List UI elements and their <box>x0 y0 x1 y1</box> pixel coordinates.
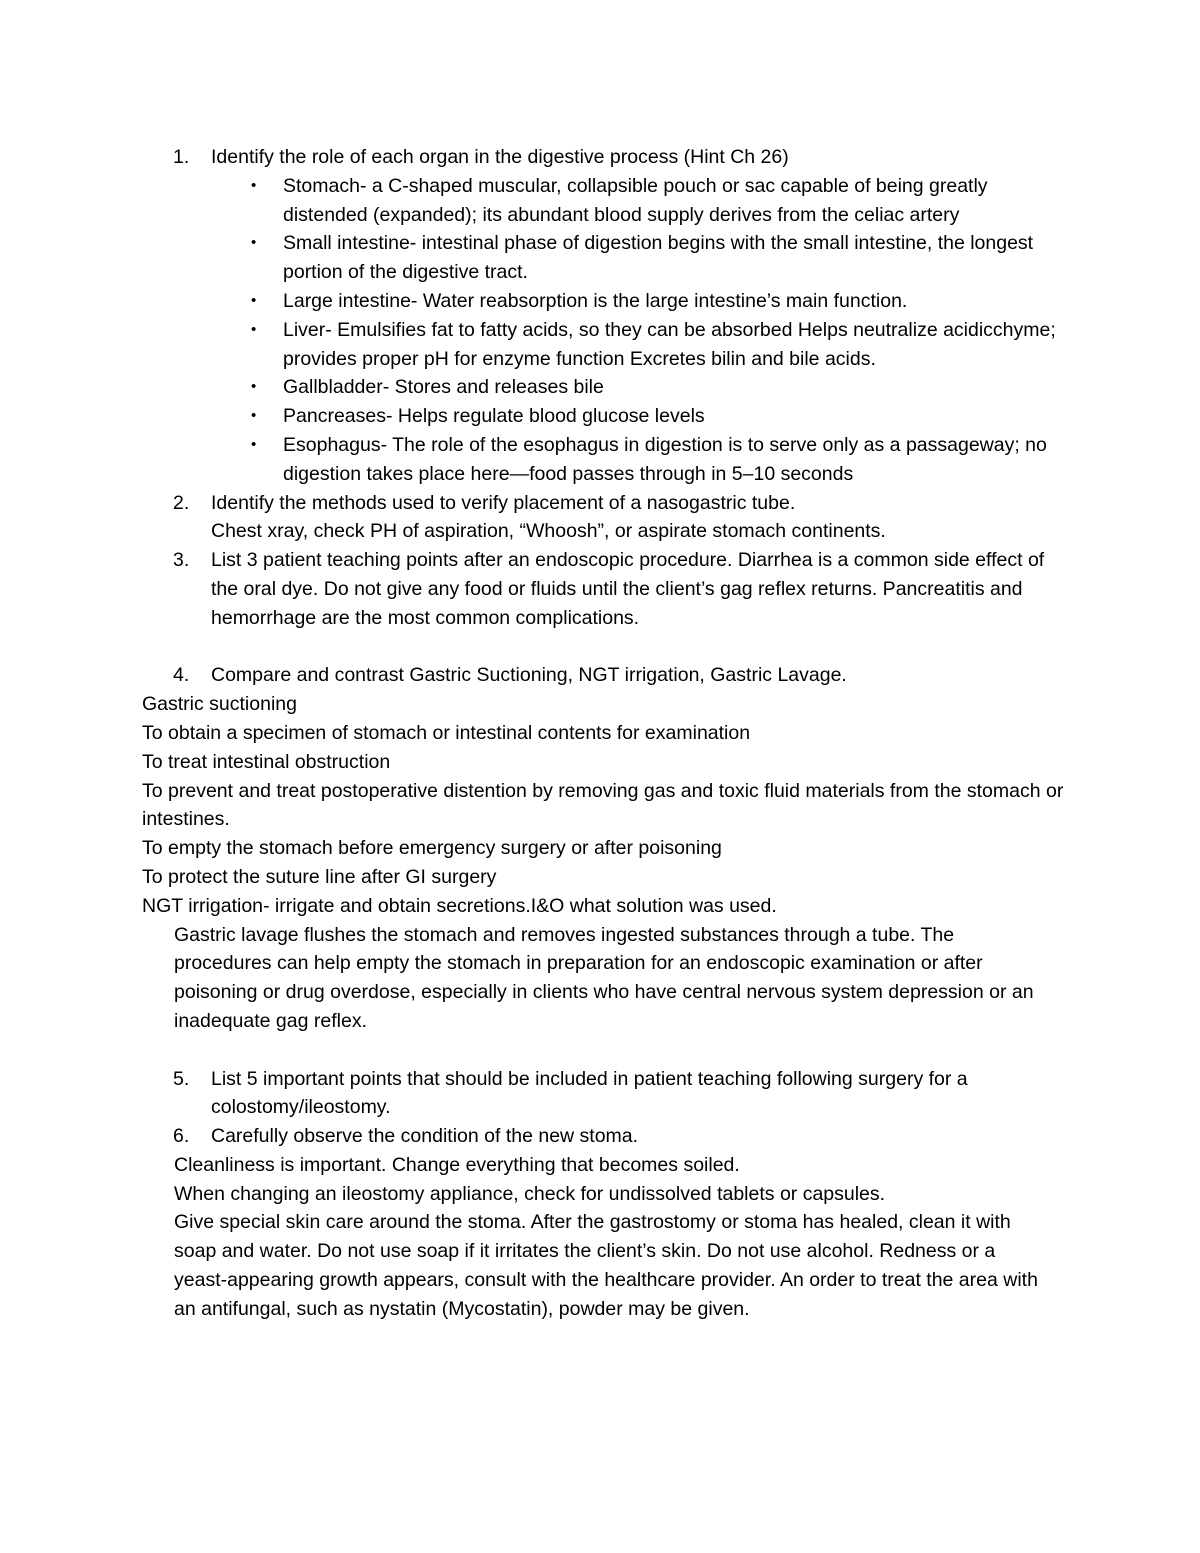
bullet-item <box>0 373 1200 402</box>
list-number: 1. <box>173 146 190 168</box>
bullet-icon: • <box>251 435 257 453</box>
list-item-1 <box>0 143 1200 172</box>
list-item-4 <box>0 661 1200 690</box>
bullet-item <box>0 172 1200 230</box>
bullet-icon: • <box>251 320 257 338</box>
paragraph: NGT irrigation- irrigate and obtain secretions.I&O what solution was used. <box>142 894 777 917</box>
bullet-item <box>0 287 1200 316</box>
question-text: List 3 patient teaching points after an endoscopic procedure. Diarrhea is a common side effect of the oral dye. Do not give any food or fluids until the client’s gag reflex returns. Pancreatitis and hemorrhage are the most common complications. <box>211 549 1045 629</box>
bullet-text: Pancreases- Helps regulate blood glucose levels <box>283 405 705 428</box>
paragraph: To prevent and treat postoperative distention by removing gas and toxic fluid materials from the stomach or intestines. <box>142 779 1064 831</box>
bullet-item <box>0 402 1200 431</box>
bullet-text: Esophagus- The role of the esophagus in digestion is to serve only as a passageway; no digestion takes place here—food passes through in 5–10 seconds <box>283 433 1047 485</box>
bullet-text: Large intestine- Water reabsorption is the large intestine’s main function. <box>283 289 908 312</box>
lavage-paragraph: Gastric lavage flushes the stomach and removes ingested substances through a tube. The procedures can help empty the stomach in preparation for an endoscopic examination or after poisoning or drug overdose, especially in clients who have central nervous system depression or an inadequate gag reflex. <box>174 923 1034 1032</box>
list-number: 6. <box>173 1125 190 1148</box>
bullet-icon: • <box>251 378 257 396</box>
organ-bullet-list <box>0 172 1200 489</box>
answer-text: Chest xray, check PH of aspiration, “Whoosh”, or aspirate stomach continents. <box>211 520 886 543</box>
paragraph: To treat intestinal obstruction <box>142 750 391 773</box>
list-number: 5. <box>173 1067 190 1090</box>
bullet-icon: • <box>251 291 257 309</box>
bullet-text: Stomach- a C-shaped muscular, collapsible pouch or sac capable of being greatly distended (expanded); its abundant blood supply derives from the celiac artery <box>283 174 988 226</box>
bullet-text: Small intestine- intestinal phase of digestion begins with the small intestine, the longest portion of the digestive tract. <box>283 232 1034 284</box>
blank-line <box>0 1036 1200 1065</box>
paragraph: Give special skin care around the stoma. After the gastrostomy or stoma has healed, clean it with soap and water. Do not use soap if it irritates the client’s skin. Do not use alcohol. Redness or a yeast-appearing growth appears, consult with the healthcare provider. An order to treat the area with an antifungal, such as nystatin (Mycostatin), powder may be given. <box>174 1211 1038 1320</box>
list-item-6 <box>0 1122 1200 1151</box>
question-text: List 5 important points that should be included in patient teaching following surgery for a colostomy/ileostomy. <box>211 1067 968 1119</box>
question-text: Compare and contrast Gastric Suctioning, NGT irrigation, Gastric Lavage. <box>211 664 847 687</box>
bullet-icon: • <box>251 407 257 425</box>
paragraph: Gastric suctioning <box>142 693 297 716</box>
paragraph: To empty the stomach before emergency surgery or after poisoning <box>142 837 722 860</box>
question-text: Identify the methods used to verify placement of a nasogastric tube. <box>211 491 796 514</box>
paragraph: To obtain a specimen of stomach or intestinal contents for examination <box>142 721 751 744</box>
bullet-item <box>0 229 1200 287</box>
blank-line <box>0 633 1200 662</box>
question-text: Identify the role of each organ in the digestive process (Hint Ch 26) <box>211 146 789 168</box>
paragraph: Cleanliness is important. Change everything that becomes soiled. <box>174 1153 740 1176</box>
list-item-5 <box>0 1065 1200 1123</box>
bullet-text: Gallbladder- Stores and releases bile <box>283 376 604 399</box>
question-text: Carefully observe the condition of the new stoma. <box>211 1125 639 1148</box>
bullet-item <box>0 431 1200 489</box>
list-number: 2. <box>173 491 190 514</box>
list-item-3 <box>0 546 1200 632</box>
bullet-icon: • <box>251 234 257 252</box>
bullet-text: Liver- Emulsifies fat to fatty acids, so they can be absorbed Helps neutralize acidicchyme; provides proper pH for enzyme function Excretes bilin and bile acids. <box>283 318 1056 370</box>
bullet-item <box>0 316 1200 374</box>
list-number: 4. <box>173 664 190 687</box>
bullet-icon: • <box>251 176 257 194</box>
paragraph: To protect the suture line after GI surgery <box>142 865 497 888</box>
paragraph: When changing an ileostomy appliance, check for undissolved tablets or capsules. <box>174 1182 886 1205</box>
list-item-2 <box>0 489 1200 518</box>
list-number: 3. <box>173 549 190 572</box>
